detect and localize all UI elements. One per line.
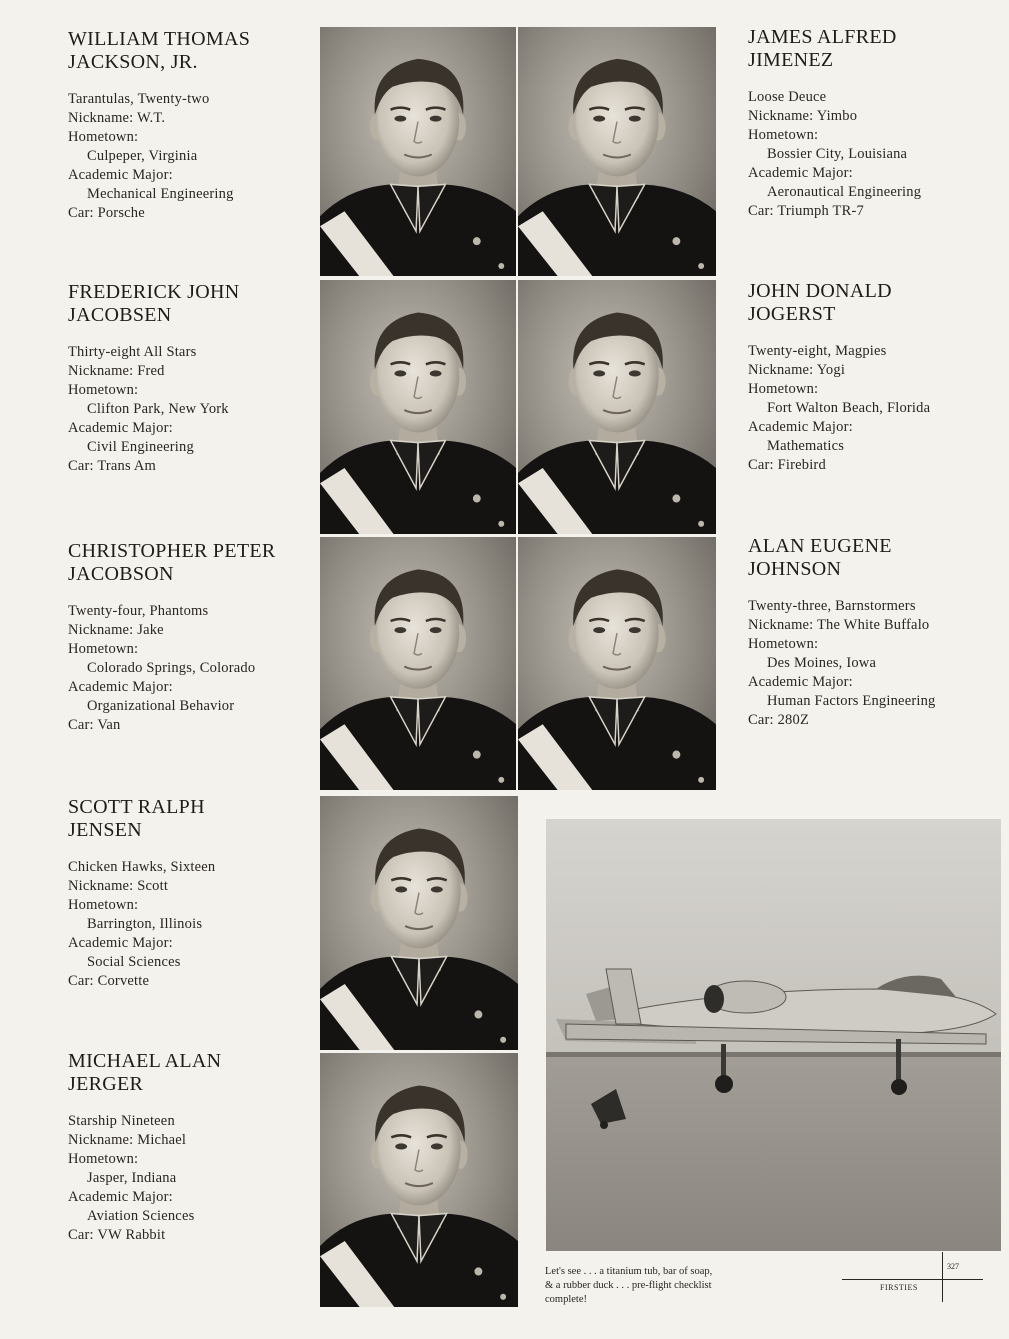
cadet-name: MICHAEL ALAN JERGER (68, 1050, 222, 1095)
cadet-major: Aeronautical Engineering (767, 184, 922, 200)
cadet-squadron: Chicken Hawks, Sixteen (68, 859, 216, 875)
hometown-label: Hometown: (68, 897, 139, 913)
cadet-hometown: Jasper, Indiana (87, 1170, 177, 1186)
bio-jacobson (68, 540, 328, 735)
bio-johnson (748, 535, 993, 730)
portrait-image (320, 796, 518, 1050)
portrait-photo-jogerst (518, 280, 716, 534)
cadet-nickname: Nickname: Yimbo (748, 108, 858, 124)
portrait-image (320, 280, 516, 534)
major-label: Academic Major: (68, 1189, 173, 1205)
cadet-car: Car: VW Rabbit (68, 1227, 166, 1243)
bio-jackson (68, 28, 328, 223)
major-label: Academic Major: (68, 420, 173, 436)
cadet-nickname: Nickname: Michael (68, 1132, 187, 1148)
footer-divider (942, 1252, 943, 1302)
cadet-hometown: Culpeper, Virginia (87, 148, 198, 164)
portrait-photo-jerger (320, 1053, 518, 1307)
hometown-label: Hometown: (68, 641, 139, 657)
major-label: Academic Major: (68, 167, 173, 183)
hometown-label: Hometown: (68, 129, 139, 145)
hometown-label: Hometown: (748, 127, 819, 143)
cadet-nickname: Nickname: Scott (68, 878, 169, 894)
cadet-car: Car: Trans Am (68, 458, 157, 474)
cadet-major: Human Factors Engineering (767, 693, 936, 709)
cadet-hometown: Fort Walton Beach, Florida (767, 400, 931, 416)
cadet-name: WILLIAM THOMAS JACKSON, JR. (68, 28, 251, 73)
cadet-hometown: Barrington, Illinois (87, 916, 203, 932)
cadet-nickname: Nickname: Yogi (748, 362, 846, 378)
cadet-squadron: Twenty-eight, Magpies (748, 343, 887, 359)
portrait-photo-jimenez (518, 27, 716, 276)
bio-jensen (68, 796, 328, 991)
portrait-image (320, 27, 516, 276)
footer-rule (842, 1279, 983, 1280)
cadet-hometown: Clifton Park, New York (87, 401, 229, 417)
cadet-squadron: Thirty-eight All Stars (68, 344, 197, 360)
cadet-hometown: Des Moines, Iowa (767, 655, 877, 671)
hometown-label: Hometown: (748, 381, 819, 397)
cadet-nickname: Nickname: W.T. (68, 110, 166, 126)
major-label: Academic Major: (68, 935, 173, 951)
cadet-major: Mechanical Engineering (87, 186, 234, 202)
cadet-car: Car: 280Z (748, 712, 809, 728)
cadet-name: CHRISTOPHER PETER JACOBSON (68, 540, 276, 585)
portrait-photo-jackson (320, 27, 516, 276)
portrait-photo-jacobson (320, 537, 516, 790)
cadet-car: Car: Firebird (748, 457, 826, 473)
bio-jerger (68, 1050, 328, 1245)
cadet-squadron: Twenty-four, Phantoms (68, 603, 209, 619)
cadet-name: SCOTT RALPH JENSEN (68, 796, 205, 841)
page-number: 327 (947, 1262, 959, 1271)
cadet-major: Civil Engineering (87, 439, 194, 455)
cadet-car: Car: Corvette (68, 973, 150, 989)
cadet-name: FREDERICK JOHN JACOBSEN (68, 281, 240, 326)
hometown-label: Hometown: (748, 636, 819, 652)
portrait-image (518, 280, 716, 534)
cadet-name: ALAN EUGENE JOHNSON (748, 535, 892, 580)
cadet-car: Car: Porsche (68, 205, 145, 221)
cadet-major: Aviation Sciences (87, 1208, 195, 1224)
cadet-squadron: Starship Nineteen (68, 1113, 175, 1129)
bio-jacobsen (68, 281, 328, 476)
cadet-hometown: Bossier City, Louisiana (767, 146, 908, 162)
cadet-name: JAMES ALFRED JIMENEZ (748, 26, 897, 71)
section-label: FIRSTIES (880, 1283, 918, 1292)
cadet-nickname: Nickname: Jake (68, 622, 164, 638)
cadet-hometown: Colorado Springs, Colorado (87, 660, 256, 676)
cadet-nickname: Nickname: The White Buffalo (748, 617, 930, 633)
bio-jimenez (748, 26, 993, 221)
major-label: Academic Major: (748, 674, 853, 690)
cadet-major: Social Sciences (87, 954, 181, 970)
photo-caption: Let's see . . . a titanium tub, bar of soap, & a rubber duck . . . pre-flight checklist complete! (545, 1266, 713, 1305)
cadet-nickname: Nickname: Fred (68, 363, 165, 379)
portrait-image (320, 1053, 518, 1307)
major-label: Academic Major: (68, 679, 173, 695)
portrait-photo-jensen (320, 796, 518, 1050)
bio-jogerst (748, 280, 993, 475)
hometown-label: Hometown: (68, 382, 139, 398)
cadet-car: Car: Van (68, 717, 121, 733)
aircraft-photo (546, 819, 1001, 1251)
portrait-image (320, 537, 516, 790)
portrait-image (518, 537, 716, 790)
cadet-car: Car: Triumph TR-7 (748, 203, 864, 219)
portrait-image (518, 27, 716, 276)
hometown-label: Hometown: (68, 1151, 139, 1167)
cadet-major: Mathematics (767, 438, 845, 454)
major-label: Academic Major: (748, 419, 853, 435)
cadet-squadron: Loose Deuce (748, 89, 827, 105)
portrait-photo-jacobsen (320, 280, 516, 534)
cadet-major: Organizational Behavior (87, 698, 235, 714)
cadet-squadron: Twenty-three, Barnstormers (748, 598, 916, 614)
major-label: Academic Major: (748, 165, 853, 181)
cadet-squadron: Tarantulas, Twenty-two (68, 91, 210, 107)
portrait-photo-johnson (518, 537, 716, 790)
cadet-name: JOHN DONALD JOGERST (748, 280, 892, 325)
